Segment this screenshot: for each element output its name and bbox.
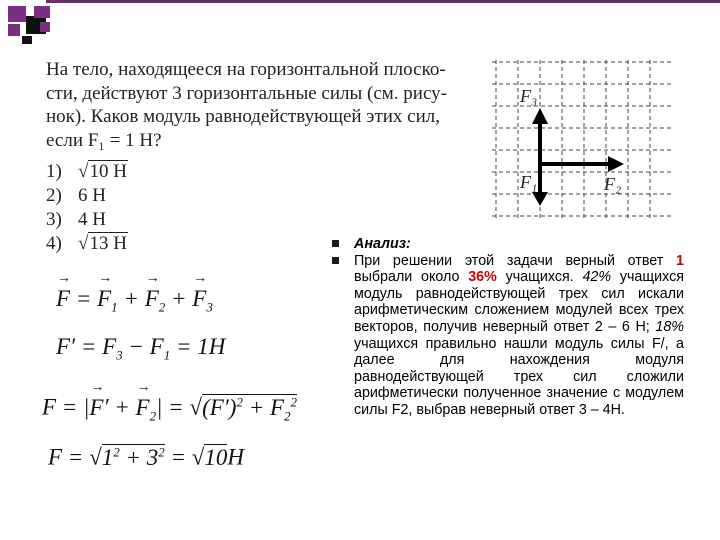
percent-18: 18% <box>655 318 684 335</box>
formula-resultant: F = |→ F′ + → $F_2| = √(F')^2 + F_2^2$ <box>42 394 297 424</box>
deco-square <box>40 22 50 32</box>
force-diagram <box>492 60 672 220</box>
answer-number: 2) <box>46 185 62 206</box>
answer-text: 6 Н <box>78 185 106 206</box>
answer-text: 10 Н <box>89 161 127 182</box>
formula-sum: → F = → $F_1$ + → $F_2$ + → $F_3$ <box>56 286 213 316</box>
answer-text: 13 Н <box>89 233 127 254</box>
answer-option <box>46 208 128 232</box>
answer-option <box>46 232 128 256</box>
label-f3: F₃ <box>520 86 538 106</box>
answer-number: 4) <box>46 233 62 254</box>
bullet-square-icon <box>332 257 339 264</box>
label-f1: F₁ <box>520 172 538 192</box>
analysis-p1: При решении этой задачи верный ответ <box>354 252 664 269</box>
bullet-analysis-text <box>332 253 684 419</box>
bullet-heading <box>332 236 684 253</box>
analysis-p1b: выбрали около <box>354 269 460 286</box>
correct-answer-number: 1 <box>676 252 684 269</box>
sqrt-sign: √ <box>78 161 89 182</box>
deco-square <box>8 24 20 36</box>
bullet-square-icon <box>332 240 339 247</box>
formula-fprime: $F' = F_3 - F_1 = 1H$ <box>56 334 226 363</box>
problem-text <box>46 58 486 152</box>
analysis-p2: учащихся модуль равнодействующей трех сил искали арифметическим сложением модулей всех трех векторов, получив неверный ответ 2 – 6 Н; <box>354 269 684 335</box>
analysis-heading: Анализ: <box>354 236 411 252</box>
deco-square <box>34 6 50 18</box>
deco-square <box>8 6 26 22</box>
answer-options <box>46 160 128 256</box>
answer-text: 4 Н <box>78 209 106 230</box>
problem-line: сти, действуют 3 горизонтальные силы (см. рису- <box>46 82 447 104</box>
problem-line: На тело, находящееся на горизонтальной плоско- <box>46 59 446 80</box>
sqrt-sign: √ <box>78 233 89 254</box>
analysis-p1c: учащихся. <box>505 269 574 286</box>
percent-42: 42% <box>582 269 612 286</box>
problem-line: если F₁ = 1 Н? <box>46 129 162 151</box>
analysis-section <box>332 236 684 419</box>
answer-number: 1) <box>46 161 62 182</box>
top-rule <box>46 0 720 3</box>
vector-f2 <box>540 156 624 172</box>
answer-option <box>46 160 128 184</box>
percent-36: 36% <box>468 269 497 286</box>
deco-square <box>22 36 32 44</box>
problem-line: нок). Каков модуль равнодействующей этих сил, <box>46 106 441 127</box>
formula-final: $F = √1^2 + 3^2 = √10H$ <box>48 444 245 470</box>
answer-option <box>46 184 128 208</box>
answer-number: 3) <box>46 209 62 230</box>
label-f2: F₂ <box>604 174 622 194</box>
analysis-p3: учащихся правильно нашли модуль силы F/, а далее для нахождения модуля равнодействующей трех сил сложили арифметически полученное значение с модулем силы F2, выбрав неверный ответ 3 – 4Н. <box>354 335 684 418</box>
grid-lines <box>492 60 672 220</box>
